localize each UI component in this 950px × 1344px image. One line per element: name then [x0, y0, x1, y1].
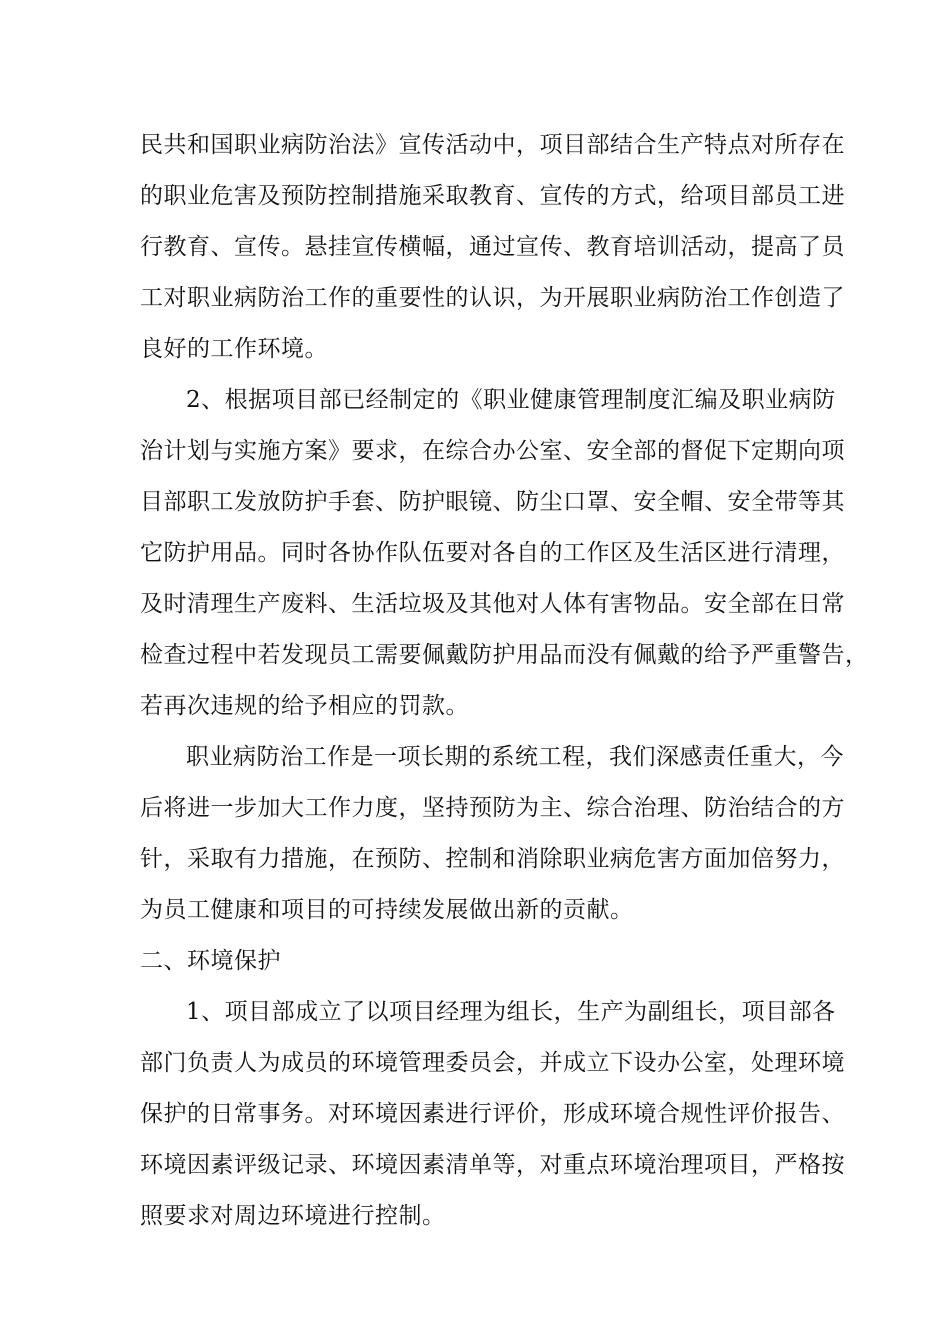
paragraph-line: 良好的工作环境。 [140, 336, 328, 362]
paragraph-line: 它防护用品。同时各协作队伍要对各自的工作区及生活区进行清理， [140, 540, 845, 566]
paragraph-line: 照要求对周边环境进行控制。 [140, 1203, 446, 1229]
paragraph-line: 治计划与实施方案》要求，在综合办公室、安全部的督促下定期向项 [140, 438, 845, 464]
paragraph-line: 后将进一步加大工作力度，坚持预防为主、综合治理、防治结合的方 [140, 795, 845, 821]
paragraph-line: 行教育、宣传。悬挂宣传横幅，通过宣传、教育培训活动，提高了员 [140, 234, 845, 260]
paragraph-line: 为员工健康和项目的可持续发展做出新的贡献。 [140, 897, 634, 923]
paragraph-line: 1、项目部成立了以项目经理为组长，生产为副组长，项目部各 [186, 999, 836, 1025]
paragraph-line: 保护的日常事务。对环境因素进行评价，形成环境合规性评价报告、 [140, 1101, 845, 1127]
paragraph-line: 2、根据项目部已经制定的《职业健康管理制度汇编及职业病防 [186, 387, 836, 413]
paragraph-line: 民共和国职业病防治法》宣传活动中，项目部结合生产特点对所存在 [140, 132, 845, 158]
paragraph-line: 检查过程中若发现员工需要佩戴防护用品而没有佩戴的给予严重警告， [140, 642, 869, 668]
paragraph-line: 针，采取有力措施，在预防、控制和消除职业病危害方面加倍努力， [140, 846, 845, 872]
section-heading: 二、环境保护 [140, 948, 281, 974]
paragraph-line: 环境因素评级记录、环境因素清单等，对重点环境治理项目，严格按 [140, 1152, 845, 1178]
paragraph-line: 目部职工发放防护手套、防护眼镜、防尘口罩、安全帽、安全带等其 [140, 489, 845, 515]
paragraph-line: 职业病防治工作是一项长期的系统工程，我们深感责任重大，今 [186, 744, 844, 770]
paragraph-line: 工对职业病防治工作的重要性的认识，为开展职业病防治工作创造了 [140, 285, 845, 311]
paragraph-line: 的职业危害及预防控制措施采取教育、宣传的方式，给项目部员工进 [140, 183, 845, 209]
paragraph-line: 部门负责人为成员的环境管理委员会，并成立下设办公室，处理环境 [140, 1050, 845, 1076]
paragraph-line: 若再次违规的给予相应的罚款。 [140, 693, 469, 719]
paragraph-line: 及时清理生产废料、生活垃圾及其他对人体有害物品。安全部在日常 [140, 591, 845, 617]
document-body [140, 120, 869, 1242]
